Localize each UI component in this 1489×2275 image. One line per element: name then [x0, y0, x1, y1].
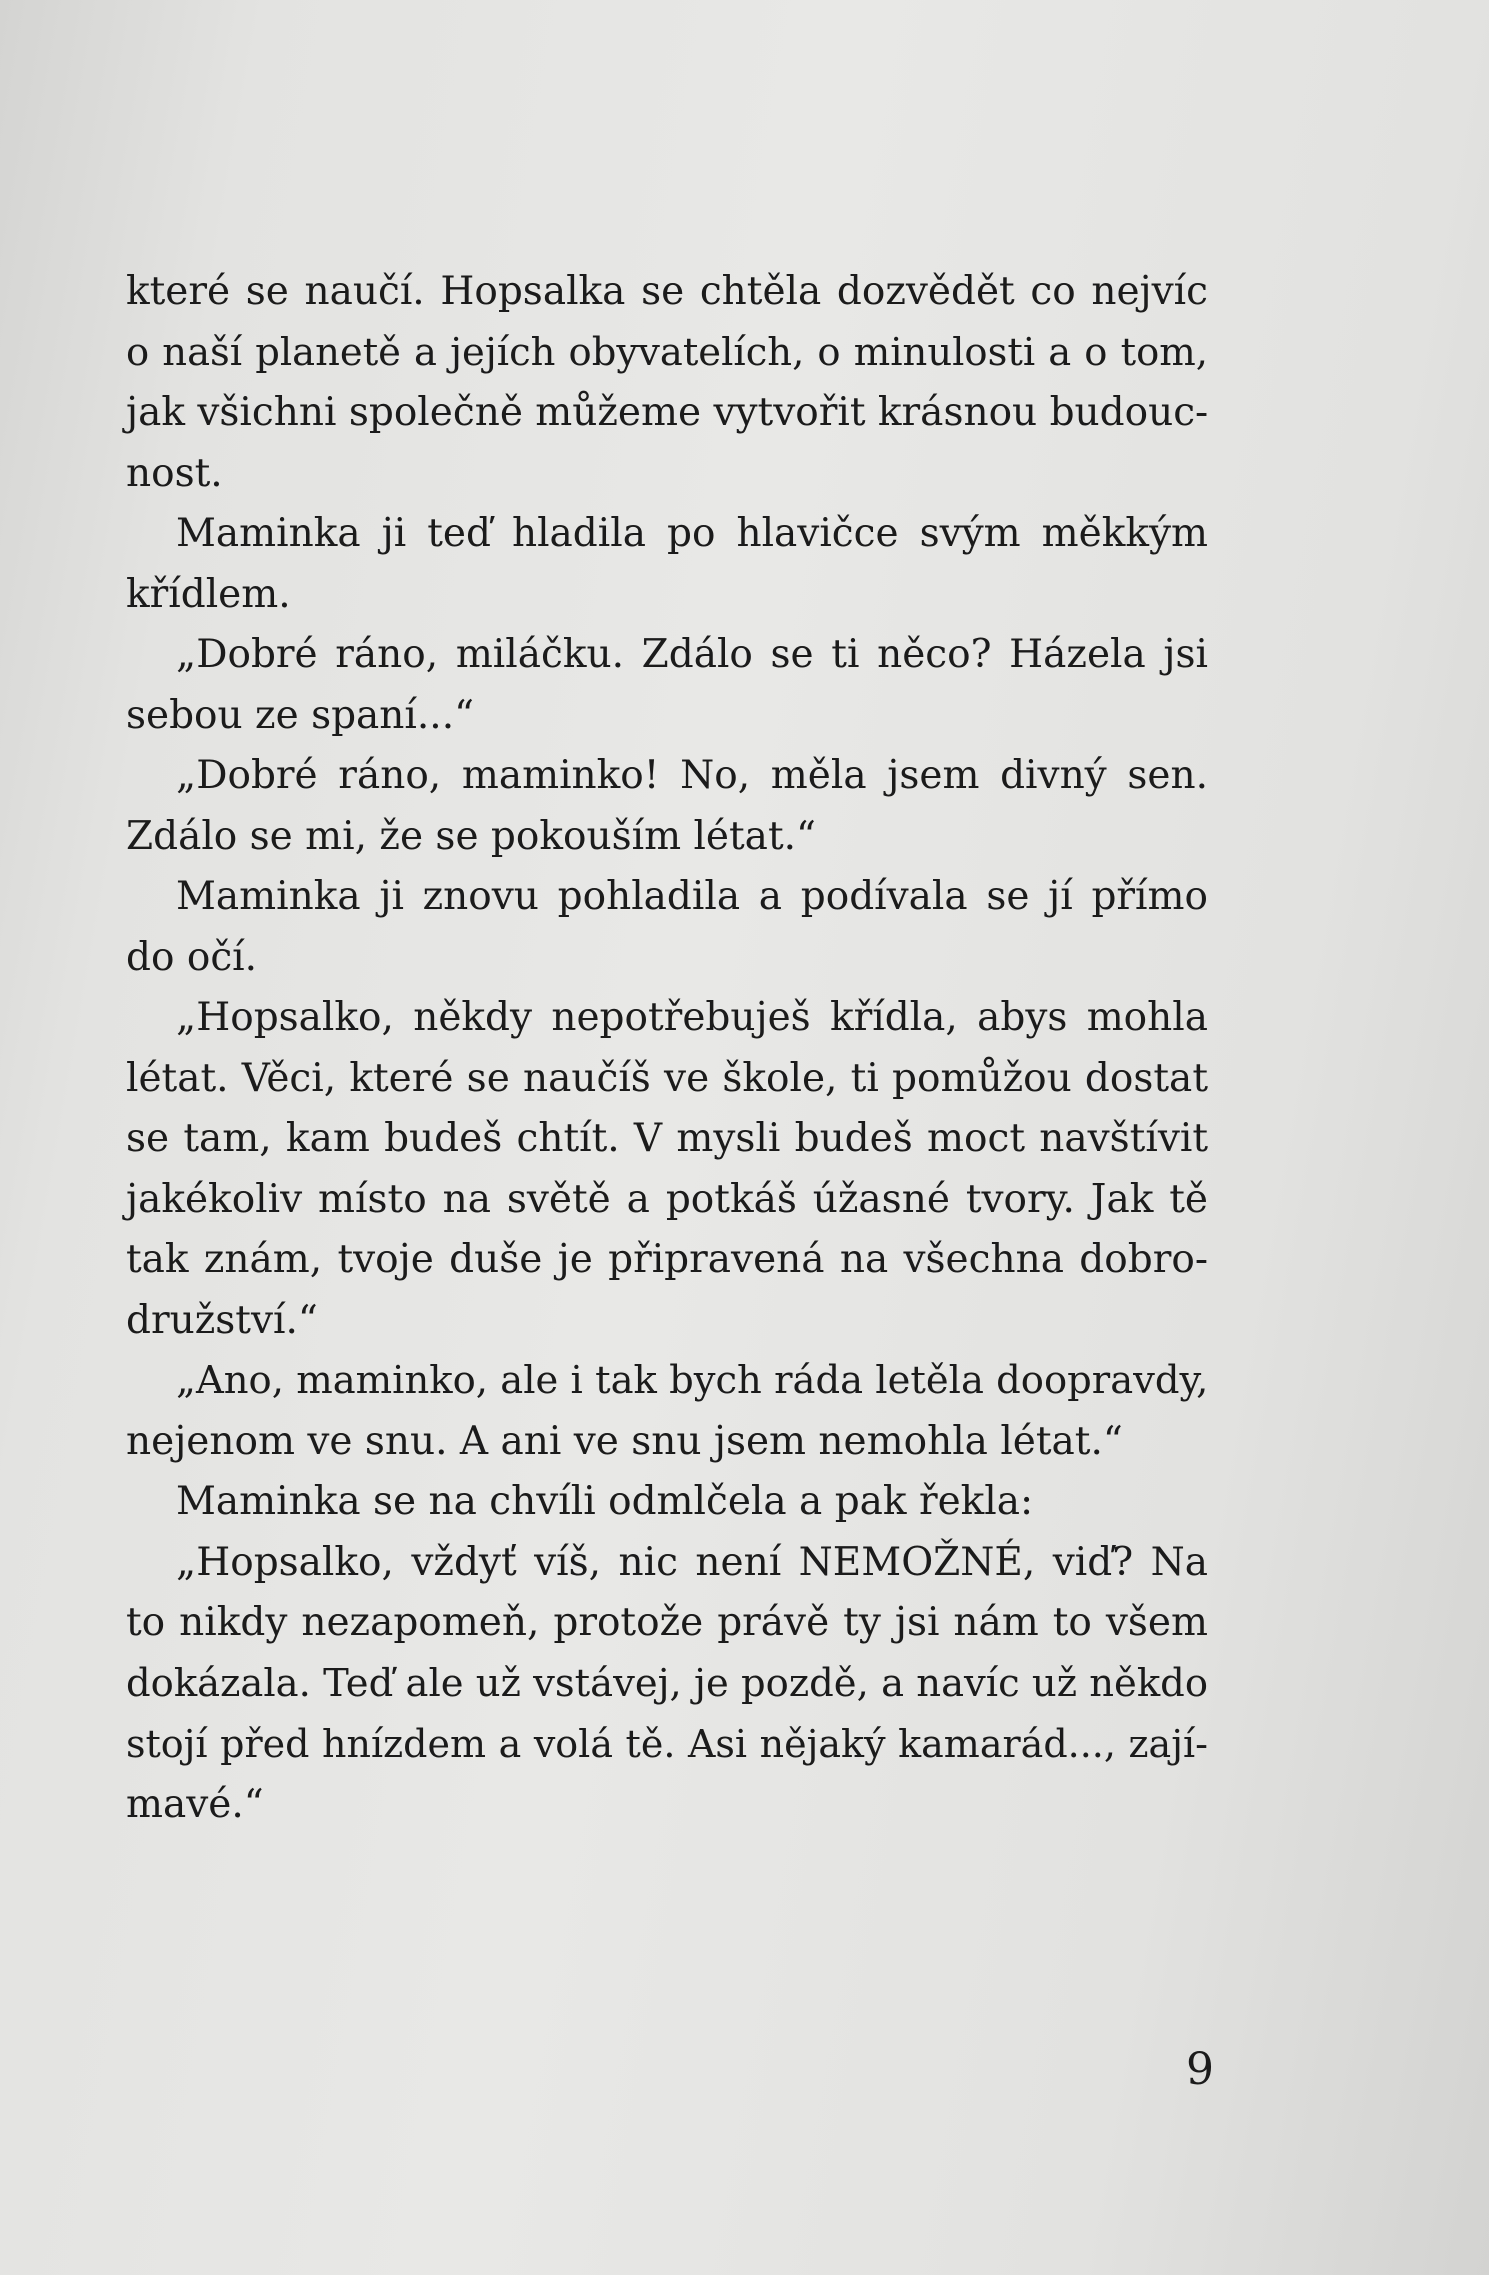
text-line: Maminka se na chvíli odmlčela a pak řekla:	[176, 1479, 1034, 1524]
text-line: mavé.“	[126, 1781, 264, 1827]
text-line: do očí.	[126, 934, 258, 980]
page-number: 9	[1186, 2044, 1214, 2095]
text-line: „Dobré ráno, miláčku. Zdálo se ti něco? Házela jsi	[176, 632, 1208, 677]
text-line: nejenom ve snu. A ani ve snu jsem nemohla létat.“	[126, 1418, 1123, 1464]
text-line: tak znám, tvoje duše je připravená na všechna dobro-	[126, 1237, 1208, 1282]
text-line: křídlem.	[126, 571, 291, 617]
text-line: sebou ze spaní...“	[126, 692, 475, 738]
text-line: družství.“	[126, 1297, 318, 1343]
text-line: Maminka ji teď hladila po hlavičce svým měkkým	[176, 511, 1208, 556]
text-line: „Dobré ráno, maminko! No, měla jsem divný sen.	[176, 753, 1208, 798]
body-text	[126, 262, 1208, 1835]
text-line: dokázala. Teď ale už vstávej, je pozdě, a navíc už někdo	[126, 1660, 1208, 1706]
text-line: Maminka ji znovu pohladila a podívala se jí přímo	[176, 874, 1208, 919]
text-line: Zdálo se mi, že se pokouším létat.“	[126, 813, 816, 859]
text-line: se tam, kam budeš chtít. V mysli budeš moct navštívit	[126, 1116, 1208, 1161]
text-line: „Hopsalko, někdy nepotřebuješ křídla, abys mohla	[176, 995, 1208, 1040]
text-line: „Hopsalko, vždyť víš, nic není NEMOŽNÉ, viď? Na	[176, 1539, 1208, 1585]
text-line: jak všichni společně můžeme vytvořit krásnou budouc-	[126, 390, 1209, 435]
text-line: které se naučí. Hopsalka se chtěla dozvědět co nejvíc	[126, 269, 1208, 314]
text-line: stojí před hnízdem a volá tě. Asi nějaký kamarád..., zají-	[126, 1722, 1208, 1766]
text-line: o naší planetě a jejích obyvatelích, o minulosti a o tom,	[126, 329, 1208, 375]
text-line: nost.	[126, 450, 223, 496]
text-line: létat. Věci, které se naučíš ve škole, ti pomůžou dostat	[126, 1055, 1208, 1101]
text-line: „Ano, maminko, ale i tak bych ráda letěla doopravdy,	[176, 1358, 1209, 1403]
text-line: to nikdy nezapomeň, protože právě ty jsi nám to všem	[126, 1600, 1208, 1645]
text-line: jakékoliv místo na světě a potkáš úžasné tvory. Jak tě	[126, 1176, 1208, 1222]
